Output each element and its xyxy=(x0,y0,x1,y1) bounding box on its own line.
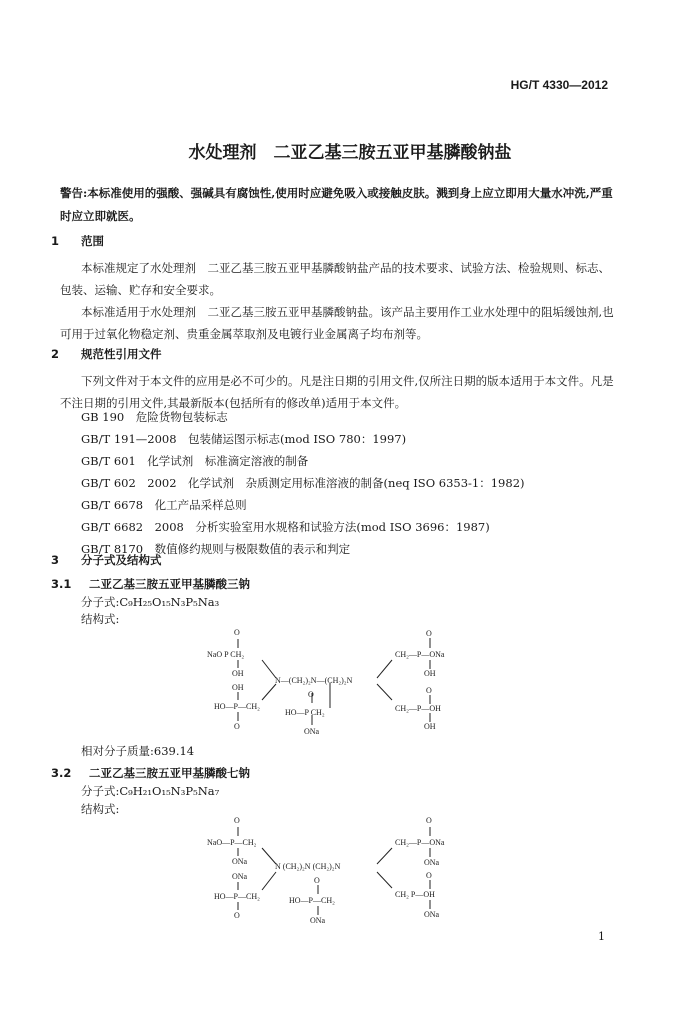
phosphonate-group: CH₂—P—ONa xyxy=(395,650,445,659)
reference-item: GB/T 6682 2008 分析实验室用水规格和试验方法(mod ISO 3696：1987) xyxy=(81,520,490,534)
structure-label: 结构式: xyxy=(81,802,120,816)
warning-text: 警告:本标准使用的强酸、强碱具有腐蚀性,使用时应避免吸入或接触皮肤。溅到身上应立即用大量水冲洗,严重时应立即就医。 xyxy=(60,186,613,223)
subsection-number: 3.1 xyxy=(51,577,72,591)
phosphonate-group: CH₂—P—OH xyxy=(395,704,441,713)
section-number: 1 xyxy=(51,234,60,248)
scope-paragraph-1: 本标准规定了水处理剂 二亚乙基三胺五亚甲基膦酸钠盐产品的技术要求、试验方法、检验规则、标志、包装、运输、贮存和安全要求。 xyxy=(60,261,610,297)
sodium-oxide: ONa xyxy=(424,858,440,867)
molecular-mass: 相对分子质量:639.14 xyxy=(81,744,195,758)
reference-item: GB/T 602 2002 化学试剂 杂质测定用标准溶液的制备(neq ISO 6353-1：1982) xyxy=(81,476,525,490)
oxygen-atom: O xyxy=(308,690,314,699)
page-number: 1 xyxy=(598,930,605,943)
sodium-oxide: ONa xyxy=(304,727,320,736)
amine-chain: N (CH₂)₂N (CH₂)₂N xyxy=(275,862,341,871)
oxygen-atom: O xyxy=(426,686,432,695)
phosphonate-group: CH₂—P—ONa xyxy=(395,838,445,847)
hydroxyl-group: OH xyxy=(232,669,244,678)
section-title: 分子式及结构式 xyxy=(81,553,162,567)
oxygen-atom: O xyxy=(426,816,432,825)
oxygen-atom: O xyxy=(426,629,432,638)
phosphonate-group: HO—P—CH₂ xyxy=(289,896,335,905)
section-title: 规范性引用文件 xyxy=(81,347,162,361)
reference-item: GB/T 191—2008 包装储运图示标志(mod ISO 780：1997) xyxy=(81,432,407,446)
molecular-formula: 分子式:C₉H₂₁O₁₅N₃P₅Na₇ xyxy=(81,784,220,798)
molecular-formula: 分子式:C₉H₂₅O₁₅N₃P₅Na₃ xyxy=(81,595,220,609)
phosphonate-group: NaO—P—CH₂ xyxy=(207,838,257,847)
subsection-title: 二亚乙基三胺五亚甲基膦酸七钠 xyxy=(89,766,250,780)
reference-item: GB/T 601 化学试剂 标准滴定溶液的制备 xyxy=(81,454,309,468)
reference-item: GB 190 危险货物包装标志 xyxy=(81,410,228,424)
subsection-title: 二亚乙基三胺五亚甲基膦酸三钠 xyxy=(89,577,250,591)
structure-label: 结构式: xyxy=(81,612,120,626)
oxygen-atom: O xyxy=(234,628,240,637)
oxygen-atom: O xyxy=(426,871,432,880)
document-title: 水处理剂 二亚乙基三胺五亚甲基膦酸钠盐 xyxy=(188,143,512,163)
phosphonate-group: HO—P CH₂ xyxy=(285,708,325,717)
sodium-oxide: ONa xyxy=(424,910,440,919)
hydroxyl-group: OH xyxy=(424,722,436,731)
phosphonate-group: NaO P CH₂ xyxy=(207,650,245,659)
standard-code: HG/T 4330—2012 xyxy=(510,78,608,92)
section-title: 范围 xyxy=(81,234,104,248)
sodium-oxide: ONa xyxy=(232,857,248,866)
phosphonate-group: CH₂ P—OH xyxy=(395,890,435,899)
reference-item: GB/T 6678 化工产品采样总则 xyxy=(81,498,247,512)
oxygen-atom: O xyxy=(314,876,320,885)
oxygen-atom: O xyxy=(234,816,240,825)
references-intro: 下列文件对于本文件的应用是必不可少的。凡是注日期的引用文件,仅所注日期的版本适用于本文件。凡是不注日期的引用文件,其最新版本(包括所有的修改单)适用于本文件。 xyxy=(60,374,614,410)
sodium-oxide: ONa xyxy=(232,872,248,881)
scope-paragraph-2: 本标准适用于水处理剂 二亚乙基三胺五亚甲基膦酸钠盐。该产品主要用作工业水处理中的阻垢缓蚀剂,也可用于过氧化物稳定剂、贵重金属萃取剂及电镀行业金属离子均布剂等。 xyxy=(60,305,614,341)
reference-item: GB/T 8170 数值修约规则与极限数值的表示和判定 xyxy=(81,542,351,556)
oxygen-atom: O xyxy=(234,722,240,731)
amine-chain: N—(CH₂)₂N—(CH₂)₂N xyxy=(275,676,353,685)
section-number: 3 xyxy=(51,553,60,567)
phosphonate-group: HO—P—CH₂ xyxy=(214,702,260,711)
oxygen-atom: O xyxy=(234,911,240,920)
section-number: 2 xyxy=(51,347,60,361)
hydroxyl-group: OH xyxy=(232,683,244,692)
sodium-oxide: ONa xyxy=(310,916,326,925)
hydroxyl-group: OH xyxy=(424,669,436,678)
phosphonate-group: HO—P—CH₂ xyxy=(214,892,260,901)
subsection-number: 3.2 xyxy=(51,766,72,780)
